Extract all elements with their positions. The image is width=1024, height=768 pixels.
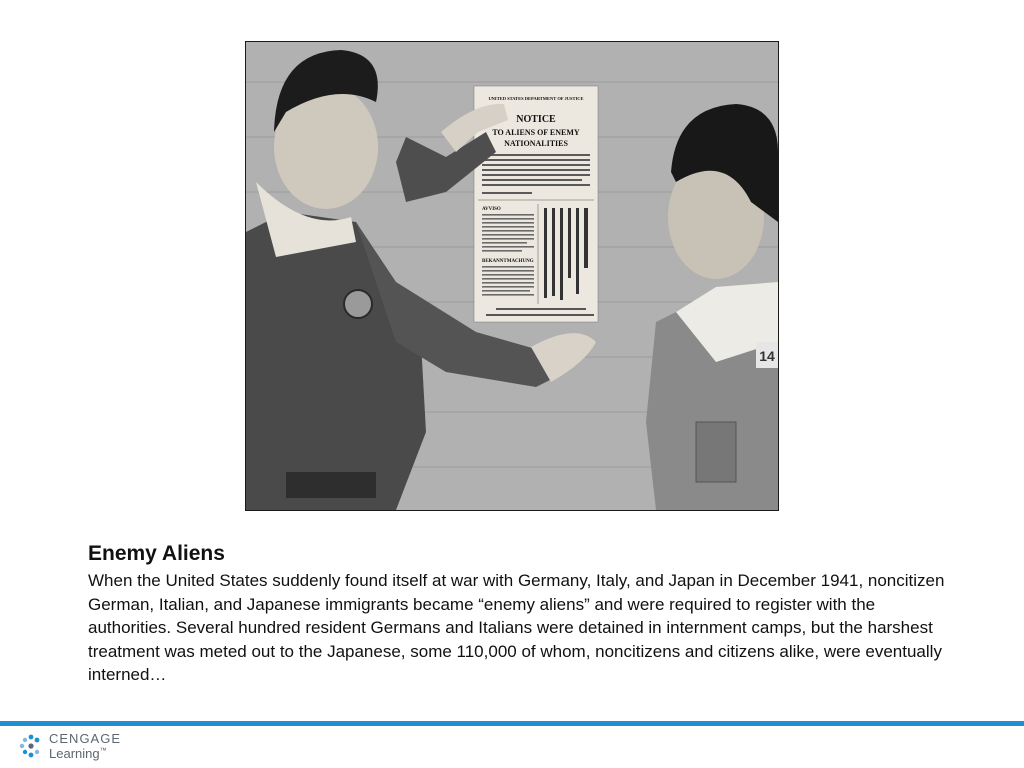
notice-italian: AVVISO bbox=[482, 207, 501, 212]
historical-photo bbox=[245, 41, 779, 511]
photo-illustration bbox=[246, 42, 778, 510]
logo-trademark: ™ bbox=[99, 747, 107, 755]
notice-subtitle-2: NATIONALITIES bbox=[504, 139, 568, 148]
logo-top-text: CENGAGE bbox=[49, 731, 122, 746]
notice-title: NOTICE bbox=[516, 114, 556, 125]
notice-header: UNITED STATES DEPARTMENT OF JUSTICE bbox=[488, 96, 584, 101]
badge-number: 14 bbox=[759, 348, 775, 364]
cengage-mark-icon bbox=[18, 733, 44, 759]
notice-subtitle-1: TO ALIENS OF ENEMY bbox=[492, 128, 580, 137]
cengage-logo bbox=[18, 732, 121, 760]
slide-title: Enemy Aliens bbox=[88, 542, 225, 565]
logo-bottom-text: Learning bbox=[49, 746, 100, 761]
notice-german: BEKANNTMACHUNG bbox=[482, 259, 534, 264]
footer-rule bbox=[0, 721, 1024, 726]
slide-body: When the United States suddenly found itself at war with Germany, Italy, and Japan in December 1941, noncitizen German, Italian, and Japanese immigrants became “enemy aliens” and were required to register with the authorities. Several hundred resident Germans and Italians were detained in internment camps, but the harshest treatment was meted out to the Japanese, some 110,000 of whom, noncitizens and citizens alike, were eventually interned… bbox=[88, 571, 945, 684]
